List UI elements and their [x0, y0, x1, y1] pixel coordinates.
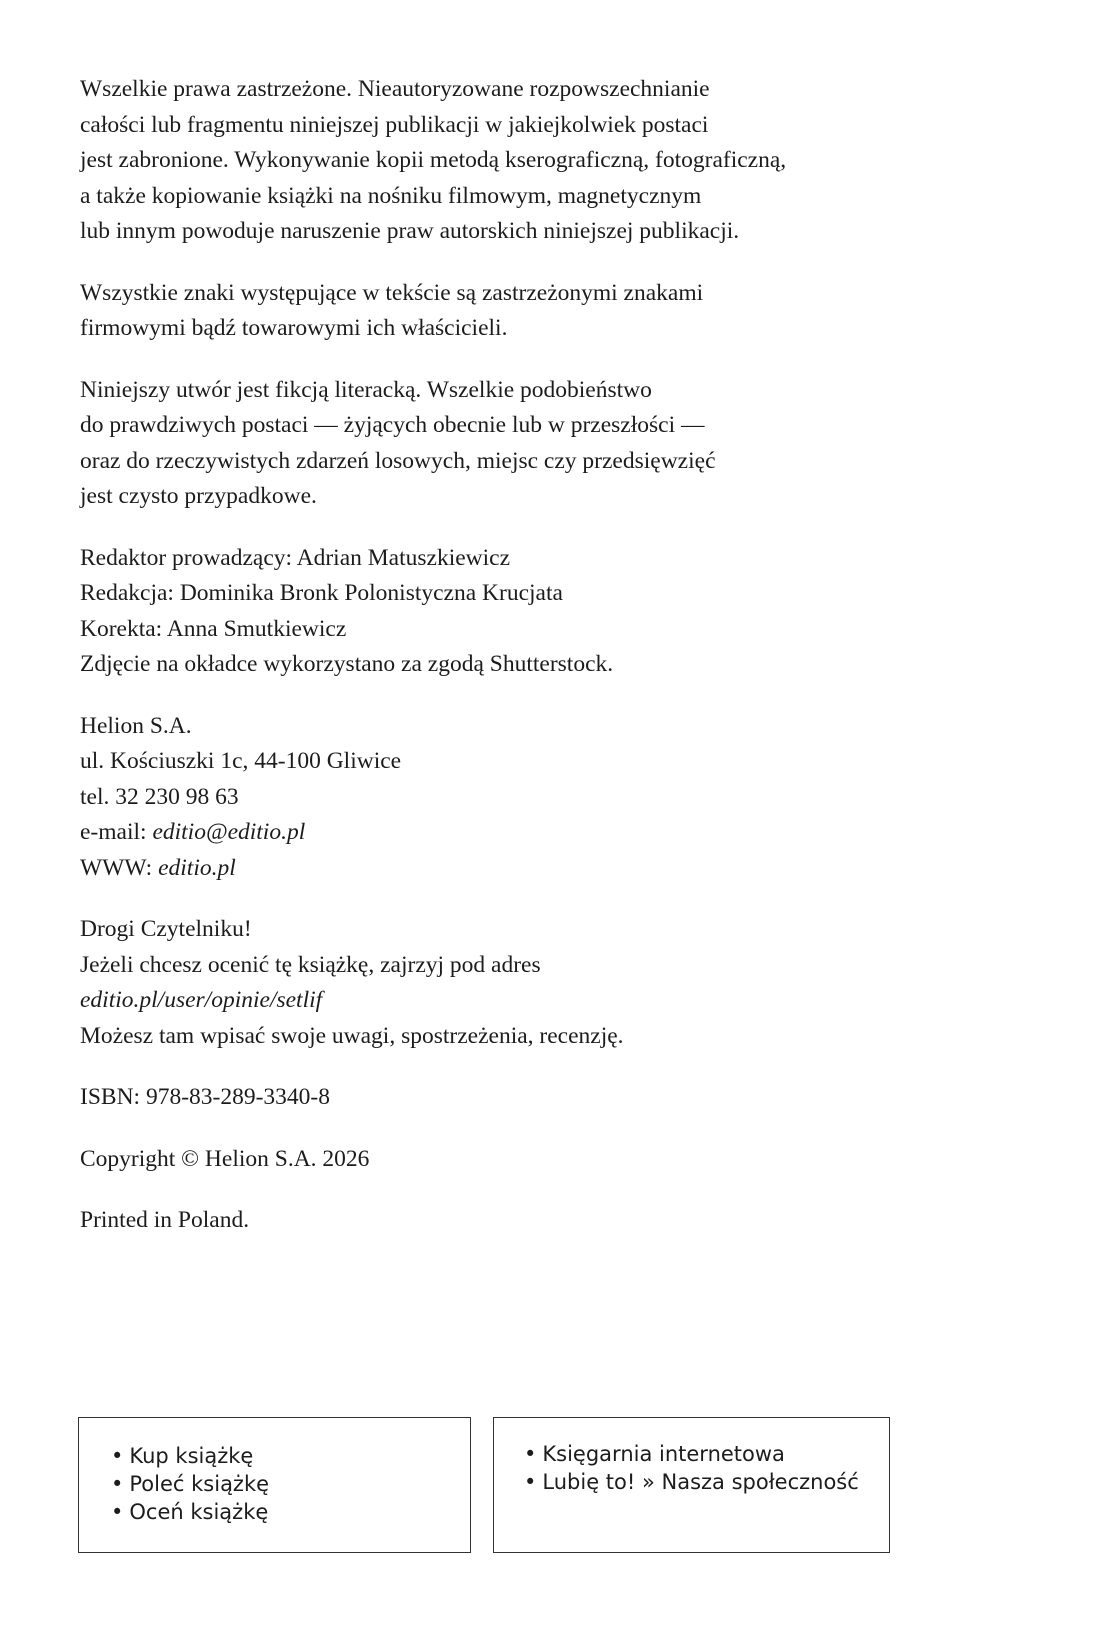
publisher-address: ul. Kościuszki 1c, 44-100 Gliwice	[80, 748, 402, 774]
rights-line: lub innym powoduje naruszenie praw autorskich niniejszej publikacji.	[80, 218, 740, 244]
reader-greeting: Drogi Czytelniku!	[80, 916, 252, 942]
rights-line: jest zabronione. Wykonywanie kopii metodą kserograficzną, fotograficzną,	[80, 147, 787, 173]
bullet-icon: •	[111, 1500, 124, 1524]
community-label: Lubię to! » Nasza społeczność	[542, 1470, 859, 1494]
email-label: e-mail:	[80, 819, 153, 845]
recommend-book-link[interactable]	[111, 1470, 470, 1498]
reader-invite: Jeżeli chcesz ocenić tę książkę, zajrzyj pod adres	[80, 951, 541, 978]
recommend-book-label: Poleć książkę	[129, 1472, 270, 1496]
rate-book-link[interactable]	[111, 1498, 470, 1526]
online-bookstore-link[interactable]	[524, 1440, 889, 1468]
fiction-line: oraz do rzeczywistych zdarzeń losowych, miejsc czy przedsięwzięć	[80, 447, 716, 474]
reader-paragraph	[80, 912, 980, 1054]
trademarks-line: firmowymi bądź towarowymi ich właścicieli.	[80, 315, 508, 341]
buy-book-label: Kup książkę	[129, 1444, 254, 1468]
credit-proofreading: Korekta: Anna Smutkiewicz	[80, 615, 347, 642]
buy-book-link[interactable]	[111, 1442, 470, 1470]
rights-paragraph	[80, 72, 980, 250]
publisher-www-line	[80, 851, 980, 887]
links-boxes	[78, 1417, 890, 1555]
rights-line: a także kopiowanie książki na nośniku filmowym, magnetycznym	[80, 182, 702, 209]
online-bookstore-label: Księgarnia internetowa	[542, 1442, 785, 1466]
opinion-url-link[interactable]: editio.pl/user/opinie/setlif	[80, 987, 323, 1013]
publisher-paragraph	[80, 709, 980, 887]
fiction-paragraph	[80, 373, 980, 515]
bullet-icon: •	[524, 1442, 537, 1466]
publisher-email-line	[80, 815, 980, 851]
fiction-line: jest czysto przypadkowe.	[80, 483, 317, 509]
email-link[interactable]: editio@editio.pl	[152, 819, 306, 845]
rate-book-label: Oceń książkę	[129, 1500, 269, 1524]
store-links-box	[493, 1417, 890, 1553]
trademarks-paragraph	[80, 276, 980, 347]
book-actions-box	[78, 1417, 471, 1553]
isbn: ISBN: 978-83-289-3340-8	[80, 1084, 330, 1110]
trademarks-line: Wszystkie znaki występujące w tekście są zastrzeżonymi znakami	[80, 279, 704, 306]
copyright-page	[80, 72, 980, 1265]
publisher-name: Helion S.A.	[80, 712, 192, 739]
credit-cover-photo: Zdjęcie na okładce wykorzystano za zgodą Shutterstock.	[80, 651, 614, 677]
bullet-icon: •	[524, 1470, 537, 1494]
rights-line: całości lub fragmentu niniejszej publikacji w jakiejkolwiek postaci	[80, 111, 709, 138]
printed-in: Printed in Poland.	[80, 1207, 250, 1233]
fiction-line: Niniejszy utwór jest fikcją literacką. Wszelkie podobieństwo	[80, 376, 652, 403]
credit-editor: Redaktor prowadzący: Adrian Matuszkiewicz	[80, 544, 511, 571]
www-link[interactable]: editio.pl	[158, 854, 236, 881]
bullet-icon: •	[111, 1444, 124, 1468]
credits-paragraph	[80, 541, 980, 683]
bullet-icon: •	[111, 1472, 124, 1496]
community-link[interactable]	[524, 1468, 889, 1496]
reader-note: Możesz tam wpisać swoje uwagi, spostrzeżenia, recenzję.	[80, 1022, 624, 1049]
rights-line: Wszelkie prawa zastrzeżone. Nieautoryzowane rozpowszechnianie	[80, 76, 710, 102]
publisher-phone: tel. 32 230 98 63	[80, 783, 239, 810]
www-label: WWW:	[80, 854, 159, 881]
copyright-notice: Copyright © Helion S.A. 2026	[80, 1145, 370, 1172]
credit-redaction: Redakcja: Dominika Bronk Polonistyczna Krucjata	[80, 580, 563, 606]
fiction-line: do prawdziwych postaci — żyjących obecnie lub w przeszłości —	[80, 412, 705, 438]
